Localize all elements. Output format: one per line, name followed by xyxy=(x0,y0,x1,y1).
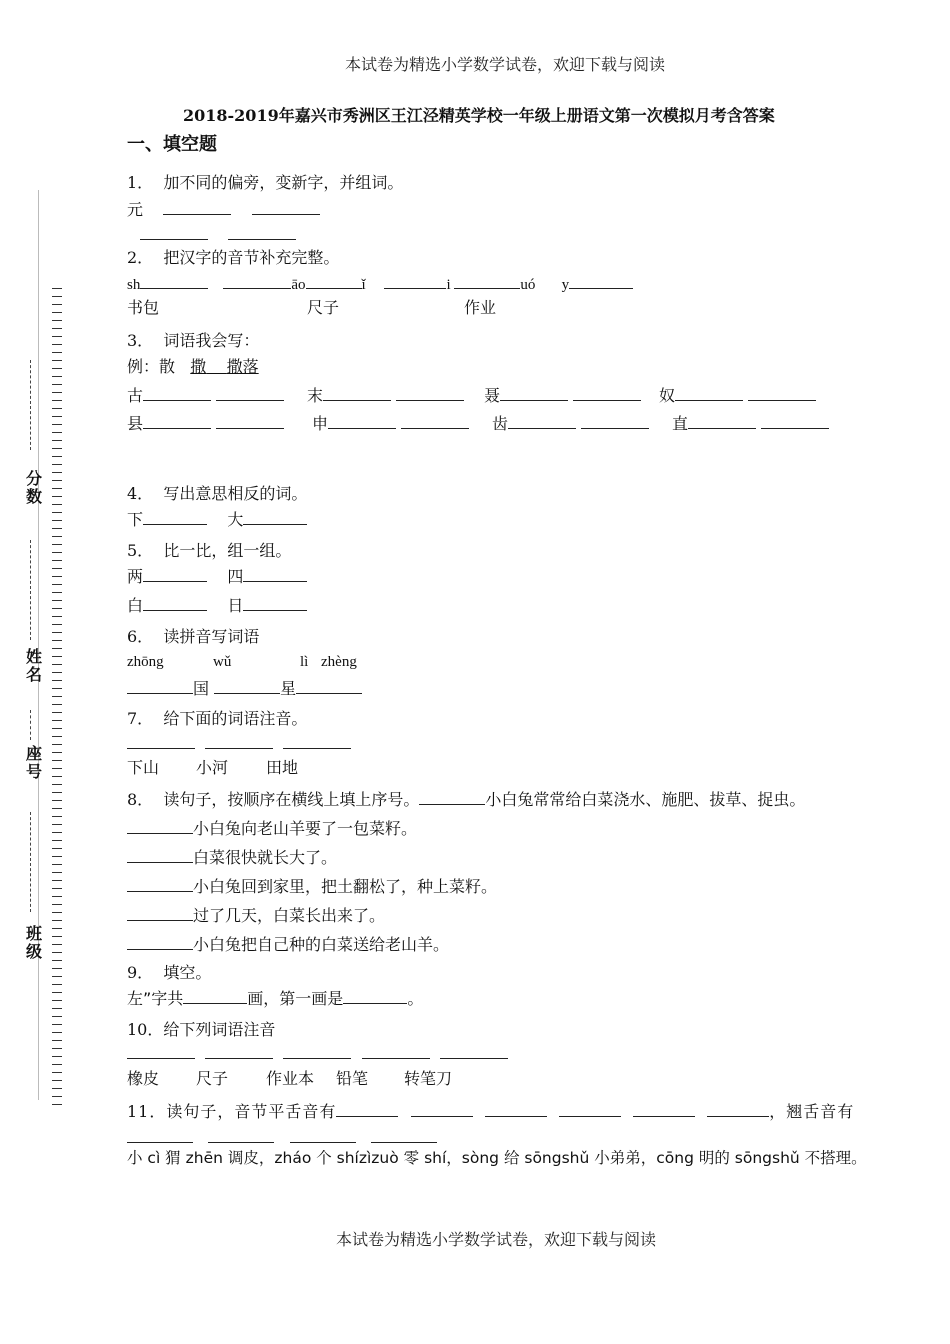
q11-blank[interactable] xyxy=(411,1102,473,1117)
q5-row2: 白 日 xyxy=(127,596,307,616)
q1-blank[interactable] xyxy=(228,225,296,240)
q1-blank[interactable] xyxy=(163,200,231,215)
margin-label-name: 姓名 xyxy=(25,647,42,684)
q10-word-3: 作业本 xyxy=(266,1069,315,1088)
seat-divider-2 xyxy=(30,540,35,640)
binding-dash xyxy=(52,792,62,793)
q3-row2-c3: 齿 xyxy=(492,414,649,434)
binding-dash xyxy=(52,600,62,601)
q2-blank[interactable] xyxy=(384,274,446,289)
binding-dash xyxy=(52,720,62,721)
binding-dash xyxy=(52,808,62,809)
q3-blank[interactable] xyxy=(143,386,211,401)
binding-dash xyxy=(52,432,62,433)
q11-blank[interactable] xyxy=(371,1128,437,1143)
binding-dash xyxy=(52,568,62,569)
document-title: 2018-2019年嘉兴市秀洲区王江泾精英学校一年级上册语文第一次模拟月考含答案 xyxy=(183,106,775,125)
binding-dash xyxy=(52,408,62,409)
binding-dash xyxy=(52,384,62,385)
binding-dash xyxy=(52,424,62,425)
binding-dash xyxy=(52,584,62,585)
binding-dash xyxy=(52,1000,62,1001)
q11-blank[interactable] xyxy=(707,1102,769,1117)
binding-dash xyxy=(52,856,62,857)
q8-blank[interactable] xyxy=(127,935,193,950)
q3-blank[interactable] xyxy=(761,414,829,429)
binding-dash xyxy=(52,912,62,913)
binding-dash xyxy=(52,712,62,713)
binding-dash xyxy=(52,536,62,537)
q9-answer: 左”字共 画，第一画是 。 xyxy=(127,989,424,1008)
binding-dash xyxy=(52,728,62,729)
q4-prompt: 4． 写出意思相反的词。 xyxy=(127,484,308,503)
q2-blank[interactable] xyxy=(569,274,633,289)
q8-prompt: 8． 读句子，按顺序在横线上填上序号。 小白兔常常给白菜浇水、施肥、拔草、捉虫。 xyxy=(127,790,806,809)
binding-dash xyxy=(52,288,62,289)
binding-dash xyxy=(52,936,62,937)
margin-label-score: 分数 xyxy=(25,469,42,506)
q9-prompt: 9． 填空。 xyxy=(127,963,212,982)
margin-label-class: 班级 xyxy=(25,924,42,961)
binding-dash xyxy=(52,760,62,761)
binding-dash xyxy=(52,1104,62,1105)
binding-dash xyxy=(52,304,62,305)
binding-line xyxy=(38,190,39,1100)
q1-prompt: 1． 加不同的偏旁，变新字，并组词。 xyxy=(127,173,404,192)
q1-answer-row2 xyxy=(140,225,296,245)
binding-dash xyxy=(52,552,62,553)
q9-blank[interactable] xyxy=(343,989,407,1004)
q10-blank[interactable] xyxy=(440,1044,508,1059)
binding-dash xyxy=(52,968,62,969)
binding-dash xyxy=(52,472,62,473)
q2-word-1: 书包 xyxy=(127,298,160,317)
q3-blank[interactable] xyxy=(688,414,756,429)
q11-blank[interactable] xyxy=(290,1128,356,1143)
binding-dash xyxy=(52,736,62,737)
binding-dash xyxy=(52,880,62,881)
binding-dash xyxy=(52,496,62,497)
q10-prompt: 10．给下列词语注音 xyxy=(127,1020,276,1039)
binding-dash xyxy=(52,784,62,785)
binding-dash xyxy=(52,328,62,329)
q6-answers: 国 星 xyxy=(127,679,362,699)
binding-dash xyxy=(52,624,62,625)
q8-line-3: 白菜很快就长大了。 xyxy=(127,848,337,868)
q8-blank[interactable] xyxy=(127,906,193,921)
q10-word-4: 铅笔 xyxy=(336,1069,369,1088)
q3-blank[interactable] xyxy=(396,386,464,401)
q3-row1-c1: 古 xyxy=(127,386,284,406)
binding-dash xyxy=(52,752,62,753)
binding-dash xyxy=(52,608,62,609)
q5-prompt: 5． 比一比，组一组。 xyxy=(127,541,292,560)
binding-dash xyxy=(52,928,62,929)
binding-dash xyxy=(52,376,62,377)
binding-dash xyxy=(52,816,62,817)
binding-dash xyxy=(52,640,62,641)
q3-row1-c3: 聂 xyxy=(484,386,641,406)
q3-blank[interactable] xyxy=(401,414,469,429)
binding-dash xyxy=(52,832,62,833)
binding-dash xyxy=(52,952,62,953)
q8-blank[interactable] xyxy=(127,848,193,863)
q6-pinyin-1: zhōng xyxy=(127,654,164,670)
binding-dash xyxy=(52,1096,62,1097)
q5-blank[interactable] xyxy=(143,567,207,582)
binding-dash xyxy=(52,400,62,401)
binding-dash xyxy=(52,680,62,681)
binding-dash xyxy=(52,1048,62,1049)
q5-blank[interactable] xyxy=(143,596,207,611)
q3-blank[interactable] xyxy=(143,414,211,429)
q1-blank[interactable] xyxy=(252,200,320,215)
binding-dash xyxy=(52,320,62,321)
q11-blank[interactable] xyxy=(336,1102,398,1117)
q3-row1-c2: 末 xyxy=(307,386,464,406)
q7-blanks xyxy=(127,734,351,754)
binding-dash xyxy=(52,896,62,897)
binding-dash xyxy=(52,768,62,769)
q2-blank[interactable] xyxy=(306,274,362,289)
q4-answers: 下 大 xyxy=(127,510,307,530)
seat-divider-1 xyxy=(30,360,35,450)
binding-dash xyxy=(52,520,62,521)
q10-blank[interactable] xyxy=(283,1044,351,1059)
binding-dash xyxy=(52,352,62,353)
binding-dash xyxy=(52,744,62,745)
q8-line-4: 小白兔回到家里，把土翻松了，种上菜籽。 xyxy=(127,877,497,897)
binding-dash xyxy=(52,848,62,849)
binding-dash xyxy=(52,312,62,313)
binding-dash xyxy=(52,944,62,945)
q3-row2-c4: 直 xyxy=(672,414,829,434)
binding-dash xyxy=(52,456,62,457)
q3-blank[interactable] xyxy=(216,386,284,401)
binding-dash xyxy=(52,440,62,441)
q3-blank[interactable] xyxy=(675,386,743,401)
q11-blank[interactable] xyxy=(485,1102,547,1117)
binding-dash xyxy=(52,416,62,417)
q11-blanks-row2 xyxy=(127,1128,437,1148)
q8-line-6: 小白兔把自己种的白菜送给老山羊。 xyxy=(127,935,449,955)
binding-dash xyxy=(52,296,62,297)
q11-prompt: 11．读句子，音节平舌音有 ，翘舌音有 xyxy=(127,1102,855,1121)
q10-blank[interactable] xyxy=(205,1044,273,1059)
q6-pinyin-4: zhèng xyxy=(321,654,357,670)
binding-dash xyxy=(52,464,62,465)
binding-dash xyxy=(52,1080,62,1081)
q2-blank[interactable] xyxy=(454,274,520,289)
q2-blank[interactable] xyxy=(223,274,291,289)
q3-prompt: 3． 词语我会写： xyxy=(127,331,260,350)
q10-word-2: 尺子 xyxy=(196,1069,229,1088)
binding-dash xyxy=(52,840,62,841)
binding-dash xyxy=(52,824,62,825)
q3-blank[interactable] xyxy=(581,414,649,429)
binding-dash xyxy=(52,1032,62,1033)
binding-dash xyxy=(52,888,62,889)
page-footer: 本试卷为精选小学数学试卷，欢迎下载与阅读 xyxy=(336,1230,657,1249)
binding-dash xyxy=(52,648,62,649)
binding-dash xyxy=(52,344,62,345)
q3-blank[interactable] xyxy=(328,414,396,429)
binding-dash xyxy=(52,872,62,873)
binding-dash xyxy=(52,336,62,337)
q3-blank[interactable] xyxy=(500,386,568,401)
q10-blank[interactable] xyxy=(127,1044,195,1059)
q3-row1-c4: 奴 xyxy=(659,386,816,406)
binding-dash xyxy=(52,512,62,513)
binding-dash xyxy=(52,544,62,545)
q8-line-5: 过了几天，白菜长出来了。 xyxy=(127,906,385,926)
binding-dash xyxy=(52,632,62,633)
binding-dash xyxy=(52,984,62,985)
q3-example: 例：散 撒 撒落 xyxy=(127,357,259,376)
q6-pinyin-2: wǔ xyxy=(213,654,232,670)
q8-blank[interactable] xyxy=(127,819,193,834)
q10-word-5: 转笔刀 xyxy=(404,1069,453,1088)
q2-word-3: 作业 xyxy=(464,298,497,317)
binding-dash xyxy=(52,1024,62,1025)
q6-blank[interactable] xyxy=(214,679,280,694)
q2-word-2: 尺子 xyxy=(307,298,340,317)
binding-dash xyxy=(52,504,62,505)
q3-blank[interactable] xyxy=(573,386,641,401)
binding-dash xyxy=(52,392,62,393)
binding-dash xyxy=(52,480,62,481)
binding-dash xyxy=(52,1072,62,1073)
binding-dash xyxy=(52,696,62,697)
binding-dash xyxy=(52,616,62,617)
section-heading: 一、填空题 xyxy=(127,134,217,155)
binding-dash xyxy=(52,368,62,369)
binding-dash xyxy=(52,528,62,529)
q1-answer-row1: 元 xyxy=(127,200,320,220)
binding-dash xyxy=(52,976,62,977)
q5-blank[interactable] xyxy=(243,567,307,582)
q7-word-3: 田地 xyxy=(266,758,299,777)
q10-blank[interactable] xyxy=(362,1044,430,1059)
binding-dash xyxy=(52,704,62,705)
q3-blank[interactable] xyxy=(216,414,284,429)
binding-dash xyxy=(52,592,62,593)
seat-divider-3 xyxy=(30,710,35,740)
margin-label-seat: 座号 xyxy=(25,744,42,781)
q3-blank[interactable] xyxy=(323,386,391,401)
q7-prompt: 7． 给下面的词语注音。 xyxy=(127,709,308,728)
q8-blank[interactable] xyxy=(419,790,485,805)
binding-dash xyxy=(52,1040,62,1041)
binding-dash xyxy=(52,1056,62,1057)
q7-blank[interactable] xyxy=(205,734,273,749)
page-header: 本试卷为精选小学数学试卷，欢迎下载与阅读 xyxy=(345,55,666,74)
binding-dash xyxy=(52,800,62,801)
q11-blank[interactable] xyxy=(127,1128,193,1143)
binding-dash xyxy=(52,360,62,361)
q6-blank[interactable] xyxy=(296,684,362,694)
q7-blank[interactable] xyxy=(127,734,195,749)
q5-blank[interactable] xyxy=(243,596,307,611)
q6-blank[interactable] xyxy=(127,679,193,694)
binding-dash xyxy=(52,1088,62,1089)
binding-dash xyxy=(52,560,62,561)
q6-pinyin-3: lì xyxy=(300,654,309,670)
q3-row2-c1: 县 xyxy=(127,414,284,434)
q2-prompt: 2． 把汉字的音节补充完整。 xyxy=(127,248,340,267)
q10-word-1: 橡皮 xyxy=(127,1069,160,1088)
q6-prompt: 6． 读拼音写词语 xyxy=(127,627,260,646)
q7-blank[interactable] xyxy=(283,734,351,749)
binding-dash xyxy=(52,656,62,657)
q11-blank[interactable] xyxy=(559,1102,621,1117)
q7-word-1: 下山 xyxy=(127,758,160,777)
binding-dash xyxy=(52,672,62,673)
q7-word-2: 小河 xyxy=(196,758,229,777)
binding-dash xyxy=(52,664,62,665)
q3-blank[interactable] xyxy=(748,386,816,401)
binding-dash xyxy=(52,1064,62,1065)
q2-blank[interactable] xyxy=(140,274,208,289)
q11-blank[interactable] xyxy=(633,1102,695,1117)
q8-blank[interactable] xyxy=(127,877,193,892)
q2-pinyin-row: sh āo ǐ i uó y xyxy=(127,274,633,295)
q3-row2-c2: 申 xyxy=(312,414,469,434)
binding-dash xyxy=(52,864,62,865)
binding-dash xyxy=(52,904,62,905)
binding-dash xyxy=(52,688,62,689)
q4-blank[interactable] xyxy=(243,510,307,525)
binding-dash xyxy=(52,1016,62,1017)
q3-blank[interactable] xyxy=(508,414,576,429)
q1-blank[interactable] xyxy=(140,225,208,240)
binding-dash xyxy=(52,1008,62,1009)
q11-sentence: 小 cì 猬 zhēn 调皮，zháo 个 shízìzuò 零 shí，sòng 给 sōngshǔ 小弟弟，cōng 明的 sōngshǔ 不搭理。 xyxy=(127,1149,867,1167)
q4-blank[interactable] xyxy=(143,510,207,525)
q5-row1: 两 四 xyxy=(127,567,307,587)
binding-dash xyxy=(52,992,62,993)
binding-dash xyxy=(52,488,62,489)
binding-dash xyxy=(52,920,62,921)
q9-blank[interactable] xyxy=(183,989,247,1004)
binding-dash xyxy=(52,448,62,449)
binding-dash xyxy=(52,776,62,777)
q10-blanks xyxy=(127,1044,508,1064)
seat-divider-4 xyxy=(30,812,35,912)
q8-line-2: 小白兔向老山羊要了一包菜籽。 xyxy=(127,819,417,839)
binding-dash xyxy=(52,576,62,577)
q11-blank[interactable] xyxy=(208,1128,274,1143)
binding-dash xyxy=(52,960,62,961)
